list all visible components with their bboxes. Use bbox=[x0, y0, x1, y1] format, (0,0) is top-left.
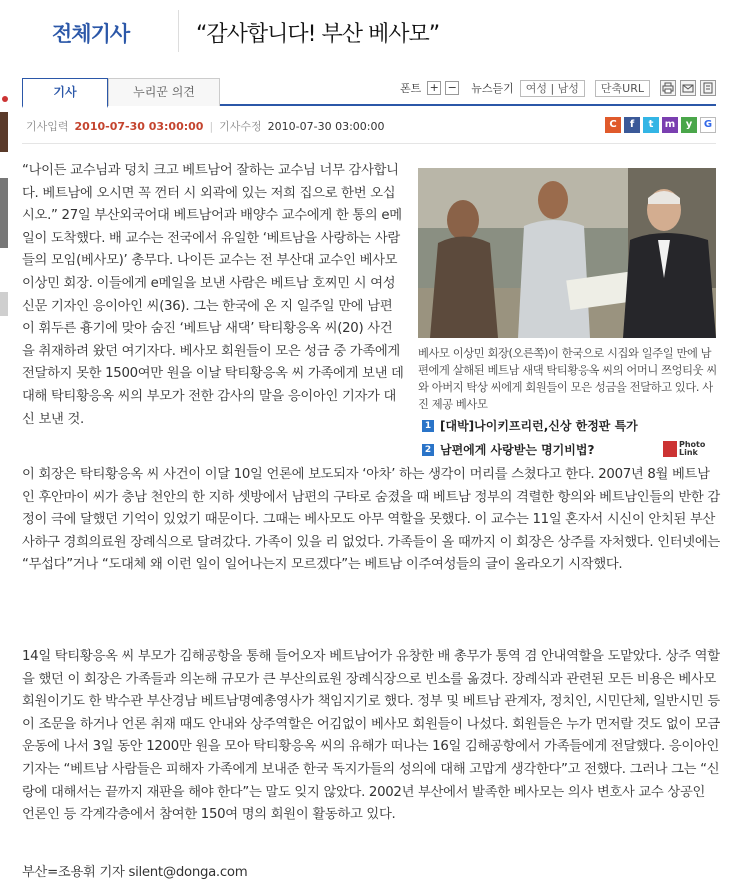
article-paragraph: “나이든 교수님과 덩치 크고 베트남어 잘하는 교수님 너무 감사합니다. 베트남에 오시면 꼭 껀터 시 외곽에 있는 저희 집으로 한번 오십시오.” 27일 부산외국어대 베트남어과 배양수 교수에게 한 통의 e메일이 도착했다. 배 교수는 전국에서 유일한 ‘베트남을 사랑하는 사람들의 모임(베사모)’ 총무다. 나이든 교수는 전 부산대 교수인 베사모 이상민 회장. 이들에게 e메일을 보낸 사람은 베트남 호찌민 시 여성신문 기자인 응이아인 씨(36). 그는 한국에 온 지 일주일 만에 남편이 휘두른 흉기에 맞아 숨진 ‘베트남 새댁’ 탁티황응옥 씨(20) 사건을 취재하려 왔던 여기자다. 베사모 회원들이 모은 성금 중 가족에게 전달하지 못한 1500여만 원을 이날 탁티황응옥 씨 가족에게 보낸 데 대해 탁티황응옥 씨의 부모가 전한 감사의 말을 응이아인 기자가 대신 보낸 것. bbox=[22, 163, 404, 427]
meta-divider bbox=[22, 143, 716, 144]
article-paragraph: 이 회장은 탁티황응옥 씨 사건이 이달 10일 언론에 보도되자 ‘아차’ 하는 생각이 머리를 스쳤다고 한다. 2007년 8월 베트남인 후안마이 씨가 충남 천안의 한 지하 셋방에서 남편의 구타로 숨졌을 때 베트남 정부의 격렬한 항의와 베트남인들의 반한 감정이 극에 달했던 기억이 있었기 때문이다. 그때는 베사모도 아무 역할을 못했다. 이 교수는 11일 혼자서 시신이 안치된 부산 사하구 경희의료원 장례식으로 달려갔다. 가족이 있을 리 없었다. 가족들이 올 때까지 이 회장은 상주를 자처했다. 인터넷에는 “무섭다”거나 “도대체 왜 이런 일이 일어나는지 모르겠다”는 베트남 이주여성들의 글이 올라오기 시작했다. bbox=[22, 467, 720, 573]
article-tools bbox=[400, 79, 716, 97]
me2day-share-icon[interactable]: m bbox=[662, 117, 678, 133]
article-photo[interactable] bbox=[418, 168, 716, 338]
modified-date-label: 기사수정 bbox=[219, 120, 262, 133]
twitter-share-icon[interactable]: t bbox=[643, 117, 659, 133]
input-date-label: 기사입력 bbox=[26, 120, 69, 133]
article-paragraph: 14일 탁티황응옥 씨 부모가 김해공항을 통해 들어오자 베트남어가 유창한 배 총무가 통역 겸 안내역할을 도맡았다. 상주 역할을 했던 이 회장은 가족들과 의논해 규모가 큰 부산의료원 장례식장으로 빈소를 옮겼다. 장례식과 관련된 모든 비용은 베사모 회원이기도 한 박수관 부산경남 베트남명예총영사가 책임지기로 했다. 정부 및 베트남 관계자, 정치인, 시민단체, 일반시민 등이 조문을 하거나 언론 취재 때도 안내와 상주역할은 어김없이 베사모 회원들이 나섰다. 회원들은 누가 먼저랄 것도 없이 모금운동에 나서 3일 동안 1200만 원을 모아 탁티황응옥 씨의 유해가 떠나는 16일 김해공항에서 가족들에게 전달했다. 응이아인 기자는 “베트남 사람들은 피해자 가족에게 보내준 한국 독지가들의 성의에 대해 고맙게 생각한다”고 전했다. 그러나 그는 “신랑에 대해서는 끝까지 재판을 해야 한다”는 말도 잊지 않았다. 2002년 부산에서 발족한 베사모는 의사 변호사 교수 상공인 언론인 등 각계각층에서 참여한 150여 명의 회원이 활동하고 있다. bbox=[22, 649, 720, 823]
section-title[interactable]: 전체기사 bbox=[52, 22, 130, 46]
print-icon[interactable] bbox=[660, 80, 676, 96]
header-divider bbox=[178, 10, 179, 52]
left-edge-thumbnail bbox=[0, 112, 8, 152]
yozm-share-icon[interactable]: y bbox=[681, 117, 697, 133]
scrap-icon[interactable] bbox=[700, 80, 716, 96]
photolink-label: Photo Link bbox=[679, 440, 706, 457]
voice-select-button[interactable]: 여성 | 남성 bbox=[520, 80, 585, 97]
short-url-button[interactable]: 단축URL bbox=[595, 80, 650, 97]
meta-separator: | bbox=[209, 119, 214, 133]
related-link-text[interactable]: 남편에게 사랑받는 명기비법? bbox=[440, 443, 595, 457]
email-icon[interactable] bbox=[680, 80, 696, 96]
photolink-logo[interactable] bbox=[663, 441, 705, 457]
share-buttons bbox=[605, 117, 716, 133]
facebook-share-icon[interactable]: f bbox=[624, 117, 640, 133]
related-link-text[interactable]: [대박]나이키프리런,신상 한정판 특가 bbox=[440, 419, 638, 433]
google-share-icon[interactable]: G bbox=[700, 117, 716, 133]
input-date: 2010-07-30 03:00:00 bbox=[74, 119, 204, 133]
font-decrease-button[interactable]: − bbox=[445, 81, 459, 95]
left-edge-sliver bbox=[0, 0, 20, 889]
photolink-icon bbox=[663, 441, 677, 457]
article-byline: 부산=조용휘 기자 silent@donga.com bbox=[22, 865, 248, 880]
left-edge-thumbnail bbox=[0, 292, 8, 316]
related-link[interactable] bbox=[422, 417, 712, 434]
left-edge-thumbnail bbox=[0, 178, 8, 248]
tab-article[interactable]: 기사 bbox=[22, 78, 108, 108]
related-number: 1 bbox=[422, 420, 434, 432]
left-edge-marker bbox=[2, 96, 8, 102]
related-number: 2 bbox=[422, 444, 434, 456]
article-title: “감사합니다! 부산 베사모” bbox=[196, 22, 440, 47]
cyworld-share-icon[interactable]: C bbox=[605, 117, 621, 133]
modified-date: 2010-07-30 03:00:00 bbox=[267, 119, 385, 133]
news-listen-label: 뉴스듣기 bbox=[471, 82, 514, 95]
article-meta bbox=[26, 118, 385, 134]
tab-comments[interactable]: 누리꾼 의견 bbox=[108, 78, 220, 106]
font-size-label: 폰트 bbox=[399, 82, 422, 95]
photo-caption: 베사모 이상민 회장(오른쪽)이 한국으로 시집와 일주일 만에 남편에게 살해된 베트남 새댁 탁티황응옥 씨의 어머니 쯔엉티웃 씨와 아버지 탁상 씨에게 회원들이 모은 성금을 전달하고 있다. 사진 제공 베사모 bbox=[418, 347, 717, 411]
font-increase-button[interactable]: + bbox=[427, 81, 441, 95]
